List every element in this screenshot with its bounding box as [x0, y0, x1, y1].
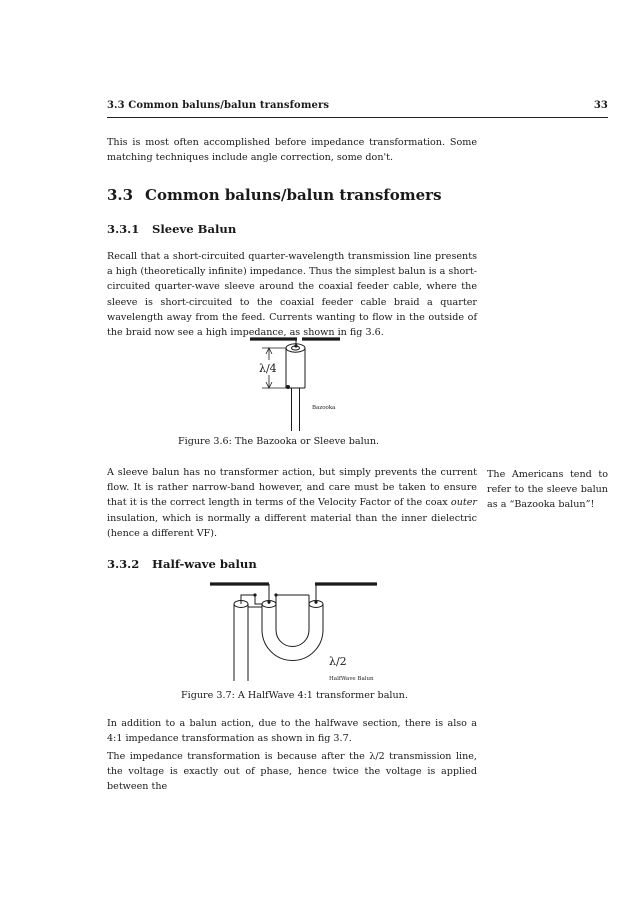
intro-paragraph: This is most often accomplished before impedance transformation. Some matching techniques include angle correction, some don't.: [107, 137, 477, 164]
feed-wire-left: [241, 595, 262, 604]
sleeve-paragraph: Recall that a short-circuited quarter-wavelength transmission line presents a high (theoretically infinite) impedance. Thus the simplest balun is a short-circuited quarter-wave sleeve around the coaxial feeder cable, where the sleeve is short-circuited to the coaxial feeder cable braid a quarter wavelength away from the feed. Currents wanting to flow in the outside of the braid now see a high impedance, as shown in fig 3.6.: [107, 251, 477, 339]
header-rule: [107, 117, 608, 118]
subsection-heading-sleeve: [107, 222, 236, 236]
running-title: 3.3 Common baluns/balun transfomers: [107, 100, 330, 111]
followup-text-after: insulation, which is normally a different material than the inner dielectric (hence a different VF).: [107, 512, 477, 539]
bazooka-diagram-label: Bazooka: [312, 405, 336, 411]
running-header: [107, 100, 608, 111]
junction-dot: [314, 600, 317, 603]
figure-3-7-caption: Figure 3.7: A HalfWave 4:1 transformer balun.: [181, 690, 408, 701]
loop-inner-wall: [276, 604, 309, 647]
junction-dot: [274, 593, 277, 596]
followup-emphasis: outer: [450, 497, 477, 509]
margin-note: The Americans tend to refer to the sleeve balun as a “Bazooka balun”!: [487, 469, 608, 511]
section-number: 3.3: [107, 186, 134, 204]
halfwave-paragraph-1: In addition to a balun action, due to the halfwave section, there is also a 4:1 impedance transformation as shown in fig 3.7.: [107, 718, 477, 745]
bazooka-balun-diagram: [235, 332, 385, 432]
short-circuit-dot: [286, 385, 290, 389]
halfwave-balun-diagram: [205, 578, 385, 688]
figure-3-6-caption: Figure 3.6: The Bazooka or Sleeve balun.: [178, 436, 380, 447]
subsection-title: Sleeve Balun: [152, 222, 237, 236]
section-heading: [107, 186, 442, 204]
loop-outer-wall: [262, 604, 323, 660]
subsection-number: 3.3.2: [107, 557, 140, 571]
subsection-title: Half-wave balun: [152, 557, 257, 571]
lambda-half-label: λ/2: [329, 655, 347, 668]
halfwave-paragraph-2: The impedance transformation is because after the λ/2 transmission line, the voltage is exactly out of phase, hence twice the voltage is applied between the: [107, 751, 477, 793]
junction-dot: [253, 593, 256, 596]
sleeve-followup-paragraph: [107, 465, 477, 541]
subsection-heading-halfwave: [107, 557, 257, 571]
section-title: Common baluns/balun transfomers: [145, 186, 442, 204]
followup-text-before: A sleeve balun has no transformer action, but simply prevents the current flow. It is rather narrow-band however, and care must be taken to ensure that it is the correct length in terms of the Velocity Factor of the coax: [107, 467, 477, 509]
junction-dot: [267, 600, 270, 603]
feed-junction-dot: [294, 344, 297, 347]
lambda-quarter-label: λ/4: [259, 362, 277, 375]
page-number: 33: [593, 100, 608, 111]
halfwave-diagram-label: HalfWave Balun: [329, 676, 374, 682]
subsection-number: 3.3.1: [107, 222, 140, 236]
